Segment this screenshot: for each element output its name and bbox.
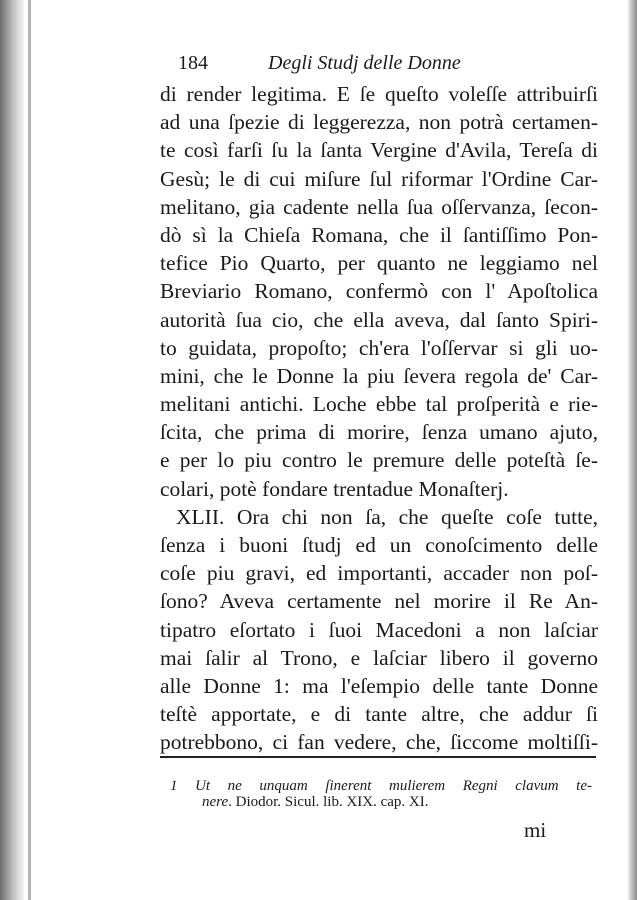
text-line: colari, potè fondare trentadue Monaſterj. bbox=[160, 476, 509, 501]
text-line: melitano, gia cadente nella ſua oſſervanza, ſecon- bbox=[160, 194, 598, 219]
page-number: 184 bbox=[178, 52, 208, 74]
text-line: Breviario Romano, confermò con l' Apoſtolica bbox=[160, 279, 598, 304]
text-line: ſono? Aveva certamente nel morire il Re An- bbox=[160, 589, 598, 614]
footnote-line-2 bbox=[170, 794, 592, 810]
footnote bbox=[170, 778, 592, 810]
text-line: to guidata, propoſto; ch'era l'oſſervar si gli uo- bbox=[160, 335, 598, 360]
text-line: alle Donne 1: ma l'eſempio delle tante Donne bbox=[160, 673, 598, 698]
text-line: tipatro eſortato i ſuoi Macedoni a non laſciar bbox=[160, 617, 598, 642]
text-line: autorità ſua cio, che ella aveva, dal ſanto Spiri- bbox=[160, 307, 598, 332]
body-text bbox=[160, 80, 598, 757]
footnote-italic: nere bbox=[202, 794, 229, 810]
binding-gutter bbox=[0, 0, 24, 900]
text-line: ſcita, che prima di morire, ſenza umano ajuto, bbox=[160, 420, 598, 445]
binding-shadow bbox=[28, 0, 31, 900]
text-line: potrebbono, ci fan vedere, che, ſiccome moltiſſi- bbox=[160, 730, 598, 755]
catchword: mi bbox=[524, 818, 547, 842]
footnote-line-1: 1 Ut ne unquam ſinerent mulierem Regni clavum te- bbox=[170, 778, 592, 794]
text-line: e per lo piu contro le premure delle poteſtà ſe- bbox=[160, 448, 598, 473]
text-line: mai ſalir al Trono, e laſciar libero il governo bbox=[160, 645, 598, 670]
text-line: ad una ſpezie di leggerezza, non potrà certamen- bbox=[160, 110, 598, 135]
text-line: XLII. Ora chi non ſa, che queſte coſe tutte, bbox=[176, 504, 598, 529]
text-line: ſenza i buoni ſtudj ed un conoſcimento delle bbox=[160, 533, 598, 557]
text-line: di render legitima. E ſe queſto voleſſe attribuirſi bbox=[160, 82, 598, 106]
text-line: tefice Pio Quarto, per quanto ne leggiamo nel bbox=[160, 251, 598, 276]
text-line: te così farſi ſu la ſanta Vergine d'Avila, Tereſa di bbox=[160, 138, 598, 163]
text-line: Gesù; le di cui miſure ſul riformar l'Ordine Car- bbox=[160, 166, 598, 191]
text-line: mini, che le Donne la piu ſevera regola de' Car- bbox=[160, 363, 598, 388]
page-edge bbox=[627, 0, 637, 900]
footnote-citation: . Diodor. Sicul. lib. XIX. cap. XI. bbox=[228, 794, 429, 810]
running-title: Degli Studj delle Donne bbox=[268, 52, 461, 74]
page-header bbox=[178, 52, 498, 80]
text-line: melitani antichi. Loche ebbe tal proſperità e rie- bbox=[160, 392, 598, 417]
text-line: teſtè apportate, e di tante altre, che addur ſi bbox=[160, 702, 598, 727]
text-line: dò sì la Chieſa Romana, che il ſantiſſimo Pon- bbox=[160, 222, 598, 247]
text-line: coſe piu gravi, ed importanti, accader non poſ- bbox=[160, 561, 598, 586]
footnote-separator bbox=[160, 756, 596, 758]
